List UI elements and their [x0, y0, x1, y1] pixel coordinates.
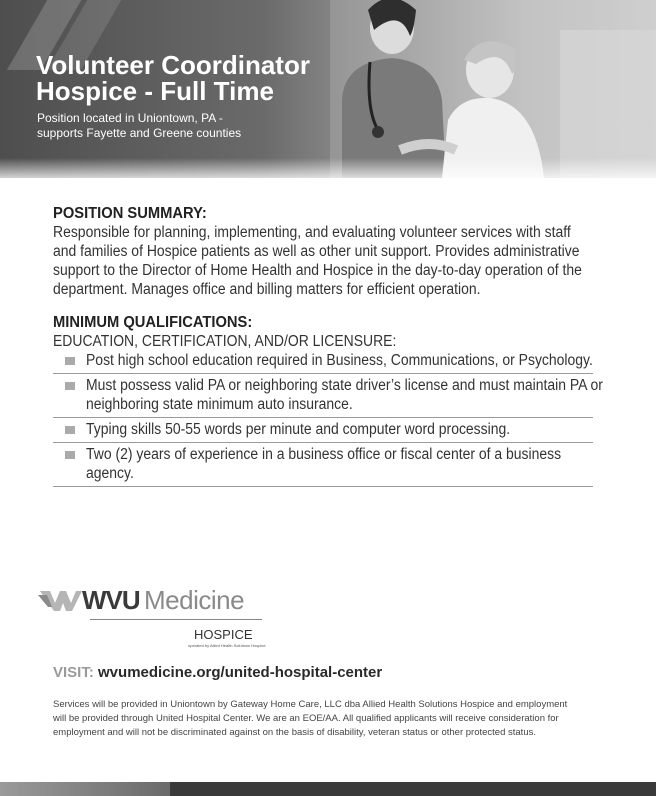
position-summary-text: Responsible for planning, implementing, and evaluating volunteer services with staff and families of Hospice patients as well as other unit support. Provides administrative support to the Director of Home Health and Hospice in the day-to-day operation of the department. Manages office and billing matters for efficient operation.	[53, 224, 582, 298]
position-summary-heading: POSITION SUMMARY:	[53, 205, 207, 222]
visit-line	[53, 664, 382, 682]
nurse-and-patient-photo	[330, 0, 656, 178]
logo-operated-by: operated by Allied Health Solutions Hospice	[188, 643, 266, 648]
job-location-line2: supports Fayette and Greene counties	[37, 126, 242, 140]
header-banner	[0, 0, 656, 178]
job-title	[36, 52, 310, 104]
job-title-line1: Volunteer Coordinator	[36, 50, 310, 80]
job-description	[53, 204, 603, 489]
list-item	[53, 351, 593, 374]
qualification-text: Must possess valid PA or neighboring state driver’s license and must maintain PA or neighboring state minimum auto insurance.	[86, 377, 603, 413]
qualifications-subheading: EDUCATION, CERTIFICATION, AND/OR LICENSURE:	[53, 333, 397, 350]
logo-brand-bold: WVU	[82, 585, 140, 615]
header-fade	[0, 158, 656, 178]
bullet-square-icon	[65, 451, 75, 459]
bullet-square-icon	[65, 357, 75, 365]
visit-label: VISIT:	[53, 664, 94, 681]
list-item	[53, 445, 593, 487]
footer-bar	[0, 782, 656, 796]
job-location	[37, 111, 241, 141]
footer-bar-accent	[0, 782, 170, 796]
logo-division: HOSPICE	[194, 627, 253, 642]
bullet-square-icon	[65, 382, 75, 390]
legal-fine-print: Services will be provided in Uniontown by Gateway Home Care, LLC dba Allied Health Solutions Hospice and employment will be provided through United Hospital Center. We are an EOE/AA. All qualified applicants will receive consideration for employment and will not be discriminated against on the basis of disability, veteran status or other protected status.	[53, 699, 568, 738]
qualifications-heading: MINIMUM QUALIFICATIONS:	[53, 314, 253, 331]
list-item	[53, 376, 603, 418]
job-location-line1: Position located in Uniontown, PA -	[37, 111, 223, 125]
qualification-text: Typing skills 50-55 words per minute and computer word processing.	[86, 421, 511, 438]
logo-divider	[90, 619, 262, 620]
bullet-square-icon	[65, 426, 75, 434]
flying-wv-icon	[38, 587, 82, 613]
qualification-text: Two (2) years of experience in a business office or fiscal center of a business agency.	[86, 446, 562, 482]
job-title-line2: Hospice - Full Time	[36, 76, 274, 106]
list-item	[53, 420, 593, 443]
qualifications-list	[53, 351, 603, 487]
qualification-text: Post high school education required in Business, Communications, or Psychology.	[86, 352, 593, 369]
logo-brand-light: Medicine	[144, 585, 245, 615]
wvu-medicine-logo	[38, 585, 268, 648]
visit-url-link[interactable]: wvumedicine.org/united-hospital-center	[98, 664, 383, 681]
